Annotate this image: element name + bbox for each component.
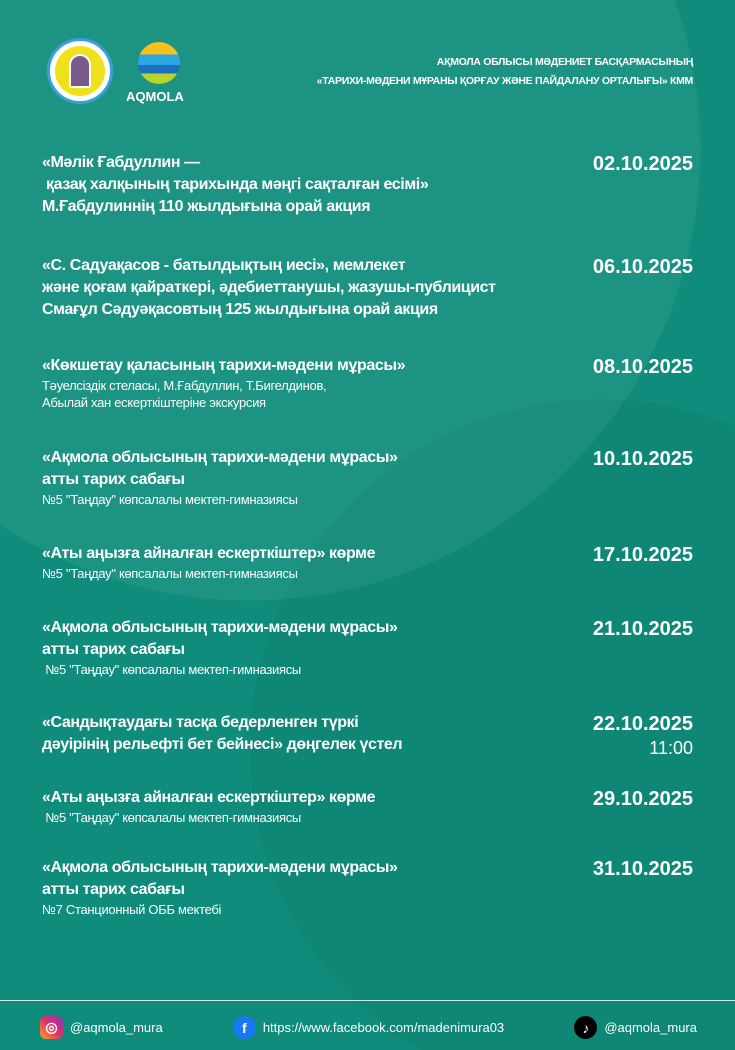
event-title-line: «С. Садуақасов - батылдықтың иесі», мемлекет [42, 257, 406, 274]
event-title-line: Смағұл Сәдуәқасовтың 125 жылдығына орай акция [42, 301, 438, 318]
org-line-2: «ТАРИХИ-МӘДЕНИ МҰРАНЫ ҚОРҒАУ ЖӘНЕ ПАЙДАЛАНУ ОРТАЛЫҒЫ» КММ [316, 75, 693, 87]
event-text [42, 447, 572, 508]
event-time: 11:00 [649, 738, 693, 758]
event-item [42, 152, 693, 218]
event-text [42, 152, 572, 218]
instagram-handle: @aqmola_mura [70, 1020, 163, 1035]
instagram-icon: ◎ [40, 1016, 63, 1039]
event-text [42, 617, 572, 678]
center-emblem-logo [47, 38, 113, 104]
event-subtitle-line: №5 "Таңдау" көпсалалы мектеп-гимназиясы [42, 810, 301, 825]
event-item [42, 857, 693, 918]
event-title-line: «Ақмола облысының тарихи-мәдени мұрасы» [42, 619, 398, 636]
event-title-line: «Сандықтаудағы тасқа бедерленген түркі [42, 714, 359, 731]
event-title-line: М.Ғабдулиннің 110 жылдығына орай акция [42, 198, 371, 215]
event-date: 21.10.2025 [592, 618, 693, 640]
event-subtitle-line: №5 "Таңдау" көпсалалы мектеп-гимназиясы [42, 566, 298, 581]
event-text [42, 857, 572, 918]
facebook-url: https://www.facebook.com/madenimura03 [262, 1020, 505, 1035]
event-subtitle-line: №5 "Таңдау" көпсалалы мектеп-гимназиясы [42, 662, 301, 677]
event-title-line: қазақ халқының тарихында мәңгі сақталған есімі» [42, 176, 429, 193]
event-title-line: «Ақмола облысының тарихи-мәдени мұрасы» [42, 859, 398, 876]
aqmola-brand: AQMOLA [126, 89, 184, 104]
event-title-line: дәуірінің рельефті бет бейнесі» дөңгелек үстел [42, 736, 403, 753]
event-title-line: «Көкшетау қаласының тарихи-мәдени мұрасы» [42, 357, 406, 374]
event-date: 06.10.2025 [592, 256, 693, 278]
event-item [42, 355, 693, 411]
event-date: 10.10.2025 [592, 448, 693, 470]
event-title-line: «Мәлік Ғабдуллин — [42, 154, 200, 171]
tiktok-link[interactable] [574, 1016, 697, 1039]
aqmola-logo [138, 42, 180, 84]
facebook-icon: f [233, 1016, 256, 1039]
event-date: 31.10.2025 [592, 858, 693, 880]
event-title-line: «Аты аңызға айналған ескерткіштер» көрме [42, 545, 376, 562]
event-title-line: атты тарих сабағы [42, 881, 185, 898]
event-date: 17.10.2025 [592, 544, 693, 566]
facebook-link[interactable] [233, 1016, 504, 1039]
event-item [42, 447, 693, 508]
event-text [42, 543, 572, 582]
event-item [42, 543, 693, 582]
event-item [42, 787, 693, 826]
event-date: 02.10.2025 [592, 153, 693, 175]
event-subtitle-line: Абылай хан ескерткіштеріне экскурсия [42, 395, 266, 410]
event-subtitle-line: №5 "Таңдау" көпсалалы мектеп-гимназиясы [42, 492, 298, 507]
event-text [42, 355, 572, 411]
event-item [42, 712, 693, 756]
event-subtitle-line: Тәуелсіздік стеласы, М.Ғабдуллин, Т.Бигелдинов, [42, 378, 327, 393]
instagram-link[interactable] [40, 1016, 163, 1039]
organization-name [223, 53, 693, 91]
event-title-line: «Аты аңызға айналған ескерткіштер» көрме [42, 789, 376, 806]
footer-divider [0, 1000, 735, 1001]
event-title-line: және қоғам қайраткері, әдебиеттанушы, жазушы-публицист [42, 279, 496, 296]
event-date: 22.10.2025 [592, 713, 693, 735]
event-subtitle-line: №7 Станционный ОББ мектебі [42, 902, 222, 917]
event-date: 29.10.2025 [592, 788, 693, 810]
tiktok-handle: @aqmola_mura [604, 1020, 697, 1035]
footer [0, 1016, 735, 1039]
event-title-line: атты тарих сабағы [42, 471, 185, 488]
event-title-line: атты тарих сабағы [42, 641, 185, 658]
event-item [42, 617, 693, 678]
event-text [42, 712, 572, 756]
event-text [42, 255, 572, 321]
event-text [42, 787, 572, 826]
event-date: 08.10.2025 [592, 356, 693, 378]
event-title-line: «Ақмола облысының тарихи-мәдени мұрасы» [42, 449, 398, 466]
tiktok-icon: ♪ [574, 1016, 597, 1039]
event-item [42, 255, 693, 321]
org-line-1: АҚМОЛА ОБЛЫСЫ МӘДЕНИЕТ БАСҚАРМАСЫНЫҢ [436, 56, 693, 68]
